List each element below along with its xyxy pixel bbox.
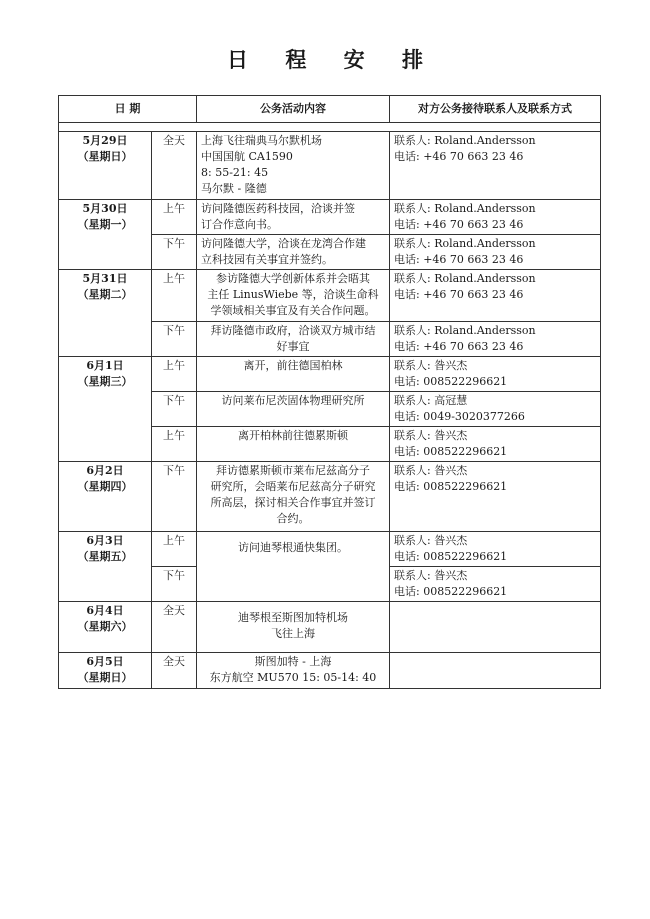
contact-phone: 电话: +46 70 663 23 46 bbox=[394, 340, 524, 353]
activity-cell bbox=[197, 532, 390, 602]
activity-line: 访问莱布尼茨固体物理研究所 bbox=[221, 394, 365, 407]
activity-line: 离开柏林前往德累斯顿 bbox=[238, 429, 348, 442]
period-cell: 下午 bbox=[152, 567, 197, 602]
period-cell: 上午 bbox=[152, 357, 197, 392]
activity-line: 中国国航 CA1590 bbox=[201, 150, 293, 163]
contact-person: 联系人: 高冠慧 bbox=[394, 394, 468, 407]
contact-person: 联系人: 昝兴杰 bbox=[394, 534, 468, 547]
page-title: 日 程 安 排 bbox=[227, 47, 438, 72]
date-label: 5月31日 bbox=[82, 272, 128, 285]
period-cell: 上午 bbox=[152, 200, 197, 235]
period-cell: 上午 bbox=[152, 427, 197, 462]
contact-cell bbox=[390, 427, 601, 462]
contact-cell bbox=[390, 132, 601, 200]
activity-cell bbox=[197, 357, 390, 392]
activity-cell bbox=[197, 200, 390, 235]
contact-person: 联系人: 昝兴杰 bbox=[394, 429, 468, 442]
contact-cell bbox=[390, 322, 601, 357]
contact-person: 联系人: 昝兴杰 bbox=[394, 464, 468, 477]
contact-cell-empty bbox=[390, 653, 601, 689]
contact-person: 联系人: Roland.Andersson bbox=[394, 134, 536, 147]
contact-phone: 电话: +46 70 663 23 46 bbox=[394, 218, 524, 231]
activity-cell bbox=[197, 427, 390, 462]
contact-phone: 电话: 008522296621 bbox=[394, 375, 508, 388]
activity-line: 合约。 bbox=[276, 512, 310, 525]
table-row bbox=[59, 200, 601, 235]
period-cell: 下午 bbox=[152, 462, 197, 532]
date-cell bbox=[59, 132, 152, 200]
table-spacer-row bbox=[59, 123, 601, 132]
activity-line: 8: 55-21: 45 bbox=[201, 166, 269, 179]
contact-phone: 电话: 008522296621 bbox=[394, 480, 508, 493]
weekday-label: （星期六） bbox=[77, 620, 133, 633]
table-row bbox=[59, 602, 601, 653]
activity-line: 访问隆德大学，洽谈在龙湾合作建 bbox=[201, 237, 366, 250]
date-label: 6月1日 bbox=[86, 359, 124, 372]
activity-line: 访问隆德医药科技园，洽谈并签 bbox=[201, 202, 355, 215]
table-row bbox=[59, 270, 601, 322]
activity-line: 访问迪琴根通快集团。 bbox=[238, 541, 348, 554]
date-cell bbox=[59, 653, 152, 689]
contact-phone: 电话: 008522296621 bbox=[394, 585, 508, 598]
period-cell: 全天 bbox=[152, 132, 197, 200]
contact-cell bbox=[390, 270, 601, 322]
contact-phone: 电话: 008522296621 bbox=[394, 445, 508, 458]
contact-cell-empty bbox=[390, 602, 601, 653]
date-label: 6月4日 bbox=[86, 604, 124, 617]
contact-cell bbox=[390, 357, 601, 392]
activity-cell bbox=[197, 270, 390, 322]
activity-cell bbox=[197, 653, 390, 689]
activity-line: 立科技园有关事宜并签约。 bbox=[201, 253, 333, 266]
contact-person: 联系人: 昝兴杰 bbox=[394, 569, 468, 582]
contact-cell bbox=[390, 567, 601, 602]
activity-line: 斯图加特 - 上海 bbox=[254, 655, 332, 668]
period-cell: 全天 bbox=[152, 602, 197, 653]
activity-line: 参访隆德大学创新体系并会晤其 bbox=[216, 272, 370, 285]
contact-cell bbox=[390, 200, 601, 235]
contact-phone: 电话: +46 70 663 23 46 bbox=[394, 253, 524, 266]
contact-person: 联系人: Roland.Andersson bbox=[394, 202, 536, 215]
schedule-table bbox=[58, 95, 601, 689]
date-label: 6月2日 bbox=[86, 464, 124, 477]
period-cell: 下午 bbox=[152, 322, 197, 357]
period-cell: 全天 bbox=[152, 653, 197, 689]
date-cell bbox=[59, 270, 152, 357]
weekday-label: （星期五） bbox=[77, 550, 133, 563]
activity-line: 订合作意向书。 bbox=[201, 218, 278, 231]
activity-line: 上海飞往瑞典马尔默机场 bbox=[201, 134, 322, 147]
header-activity: 公务活动内容 bbox=[197, 96, 390, 123]
contact-cell bbox=[390, 462, 601, 532]
weekday-label: （星期一） bbox=[77, 218, 133, 231]
contact-phone: 电话: +46 70 663 23 46 bbox=[394, 288, 524, 301]
weekday-label: （星期二） bbox=[77, 288, 133, 301]
date-label: 5月30日 bbox=[82, 202, 128, 215]
activity-line: 拜访隆德市政府，洽谈双方城市结 bbox=[210, 324, 376, 337]
table-row bbox=[59, 532, 601, 567]
contact-person: 联系人: 昝兴杰 bbox=[394, 359, 468, 372]
activity-line: 主任 LinusWiebe 等，洽谈生命科 bbox=[207, 288, 379, 301]
weekday-label: （星期四） bbox=[77, 480, 133, 493]
contact-phone: 电话: 008522296621 bbox=[394, 550, 508, 563]
activity-cell bbox=[197, 392, 390, 427]
activity-line: 离开，前往德国柏林 bbox=[243, 359, 343, 372]
date-cell bbox=[59, 602, 152, 653]
activity-cell bbox=[197, 322, 390, 357]
activity-cell bbox=[197, 462, 390, 532]
weekday-label: （星期日） bbox=[77, 150, 133, 163]
contact-cell bbox=[390, 392, 601, 427]
contact-person: 联系人: Roland.Andersson bbox=[394, 324, 536, 337]
table-row bbox=[59, 357, 601, 392]
table-row bbox=[59, 132, 601, 200]
activity-cell bbox=[197, 235, 390, 270]
period-cell: 下午 bbox=[152, 392, 197, 427]
date-cell bbox=[59, 357, 152, 462]
date-label: 6月5日 bbox=[86, 655, 124, 668]
date-cell bbox=[59, 462, 152, 532]
contact-cell bbox=[390, 532, 601, 567]
header-contact: 对方公务接待联系人及联系方式 bbox=[390, 96, 601, 123]
contact-person: 联系人: Roland.Andersson bbox=[394, 272, 536, 285]
header-date: 日 期 bbox=[59, 96, 197, 123]
activity-line: 好事宜 bbox=[276, 340, 310, 353]
activity-cell bbox=[197, 132, 390, 200]
activity-line: 迪琴根至斯图加特机场 bbox=[238, 611, 348, 624]
contact-cell bbox=[390, 235, 601, 270]
activity-line: 研究所，会晤莱布尼兹高分子研究 bbox=[210, 480, 376, 493]
weekday-label: （星期三） bbox=[77, 375, 133, 388]
contact-phone: 电话: 0049-3020377266 bbox=[394, 410, 525, 423]
table-row bbox=[59, 653, 601, 689]
contact-person: 联系人: Roland.Andersson bbox=[394, 237, 536, 250]
period-cell: 上午 bbox=[152, 270, 197, 322]
activity-line: 拜访德累斯顿市莱布尼兹高分子 bbox=[216, 464, 370, 477]
date-cell bbox=[59, 200, 152, 270]
date-cell bbox=[59, 532, 152, 602]
period-cell: 上午 bbox=[152, 532, 197, 567]
weekday-label: （星期日） bbox=[77, 671, 133, 684]
activity-line: 学领域相关事宜及有关合作问题。 bbox=[210, 304, 376, 317]
table-row bbox=[59, 462, 601, 532]
activity-line: 东方航空 MU570 15: 05-14: 40 bbox=[209, 671, 377, 684]
activity-cell bbox=[197, 602, 390, 653]
date-label: 6月3日 bbox=[86, 534, 124, 547]
activity-line: 所高层，探讨相关合作事宜并签订 bbox=[210, 496, 376, 509]
table-header-row bbox=[59, 96, 601, 123]
date-label: 5月29日 bbox=[82, 134, 128, 147]
period-cell: 下午 bbox=[152, 235, 197, 270]
activity-line: 飞往上海 bbox=[271, 627, 315, 640]
contact-phone: 电话: +46 70 663 23 46 bbox=[394, 150, 524, 163]
activity-line: 马尔默 - 隆德 bbox=[201, 182, 267, 195]
